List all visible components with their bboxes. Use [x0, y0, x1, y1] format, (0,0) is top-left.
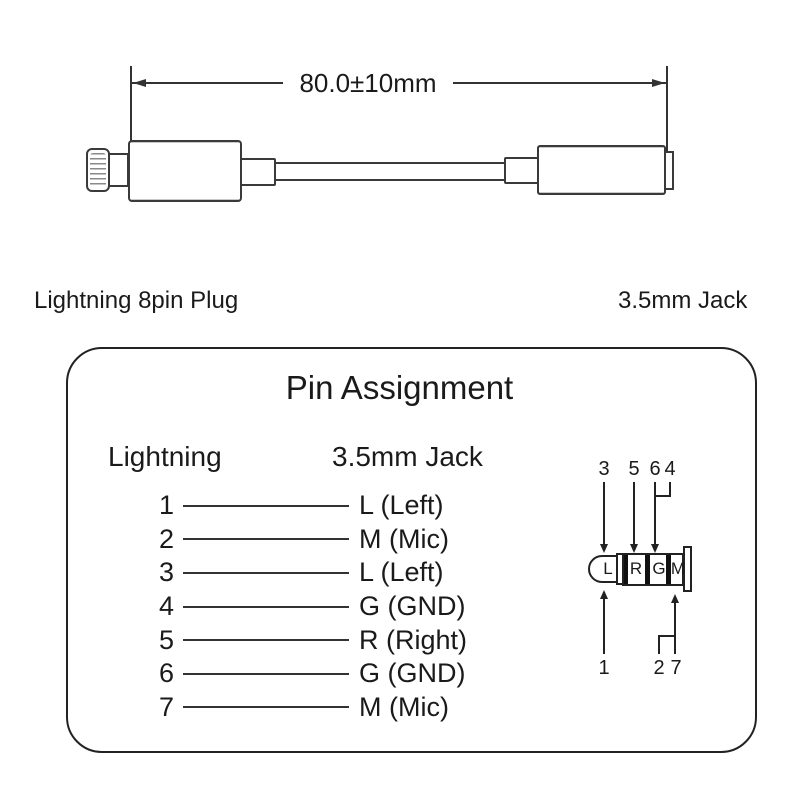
connection-line	[183, 606, 349, 608]
callout-pin-5: 5	[628, 458, 640, 480]
plug-strain-relief	[240, 158, 276, 186]
pin-number: 2	[158, 523, 174, 554]
pin-assignment-title: Pin Assignment	[285, 369, 514, 406]
signal-label: G (GND)	[359, 591, 466, 622]
pin-row	[156, 489, 467, 523]
jack-end-cap	[664, 151, 674, 190]
column-header-lightning: Lightning	[108, 441, 222, 472]
connection-line	[183, 572, 349, 574]
pin-row	[156, 657, 467, 691]
leader-line-5	[633, 482, 635, 544]
leader-arrow-5-icon	[630, 544, 638, 553]
jack-strain-relief	[504, 157, 539, 184]
leader-arrow-6-icon	[651, 544, 659, 553]
connection-line	[183, 639, 349, 641]
pin-number: 7	[158, 691, 174, 722]
pin-row	[156, 556, 467, 590]
column-header-jack: 3.5mm Jack	[332, 441, 483, 472]
leader-line-2	[658, 635, 660, 654]
callout-pin-7: 7	[670, 657, 682, 679]
jack-housing	[537, 145, 666, 195]
leader-line-3	[603, 482, 605, 544]
pin-number: 4	[158, 591, 174, 622]
connection-line	[183, 505, 349, 507]
segment-letter-g: G	[652, 559, 666, 578]
connection-line	[183, 673, 349, 675]
leader-arrow-3-icon	[600, 544, 608, 553]
callout-pin-1: 1	[598, 657, 610, 679]
callout-pin-4: 4	[664, 458, 676, 480]
signal-label: L (Left)	[359, 490, 444, 521]
pin-number: 1	[158, 490, 174, 521]
callout-pin-6: 6	[649, 458, 661, 480]
extension-line-right	[666, 66, 668, 152]
pin-assignment-box	[66, 347, 757, 753]
dimension-arrow-right-icon	[652, 79, 665, 87]
dimension-label: 80.0±10mm	[283, 68, 453, 98]
lightning-plug-tip	[86, 148, 110, 192]
pin-row	[156, 523, 467, 557]
dimension-arrow-left-icon	[133, 79, 146, 87]
cable-wire	[274, 162, 508, 181]
callout-pin-2: 2	[653, 657, 665, 679]
plug-neck	[108, 153, 129, 187]
plug-body	[128, 140, 242, 202]
callout-pin-3: 3	[598, 458, 610, 480]
segment-letter-m: M	[670, 559, 686, 578]
pin-number: 5	[158, 624, 174, 655]
connection-line	[183, 538, 349, 540]
pin-row	[156, 590, 467, 624]
leader-line-7	[674, 602, 676, 654]
pin-mapping-table	[156, 489, 467, 724]
extension-line-left	[130, 66, 132, 142]
pin-row	[156, 623, 467, 657]
signal-label: G (GND)	[359, 658, 466, 689]
signal-label: M (Mic)	[359, 691, 449, 722]
plug-tip-ribs	[90, 153, 106, 187]
pin-number: 6	[158, 658, 174, 689]
signal-label: M (Mic)	[359, 523, 449, 554]
leader-elbow-4	[654, 495, 671, 497]
segment-letter-r: R	[629, 559, 643, 578]
signal-label: R (Right)	[359, 624, 468, 655]
leader-line-6	[654, 482, 656, 544]
leader-elbow-2	[659, 635, 675, 637]
leader-line-1	[603, 598, 605, 654]
label-lightning-plug: Lightning 8pin Plug	[34, 287, 239, 314]
pin-number: 3	[158, 557, 174, 588]
signal-label: L (Left)	[359, 557, 444, 588]
segment-letter-l: L	[603, 559, 613, 578]
pin-row	[156, 691, 467, 725]
label-jack: 3.5mm Jack	[618, 287, 748, 314]
connection-line	[183, 706, 349, 708]
